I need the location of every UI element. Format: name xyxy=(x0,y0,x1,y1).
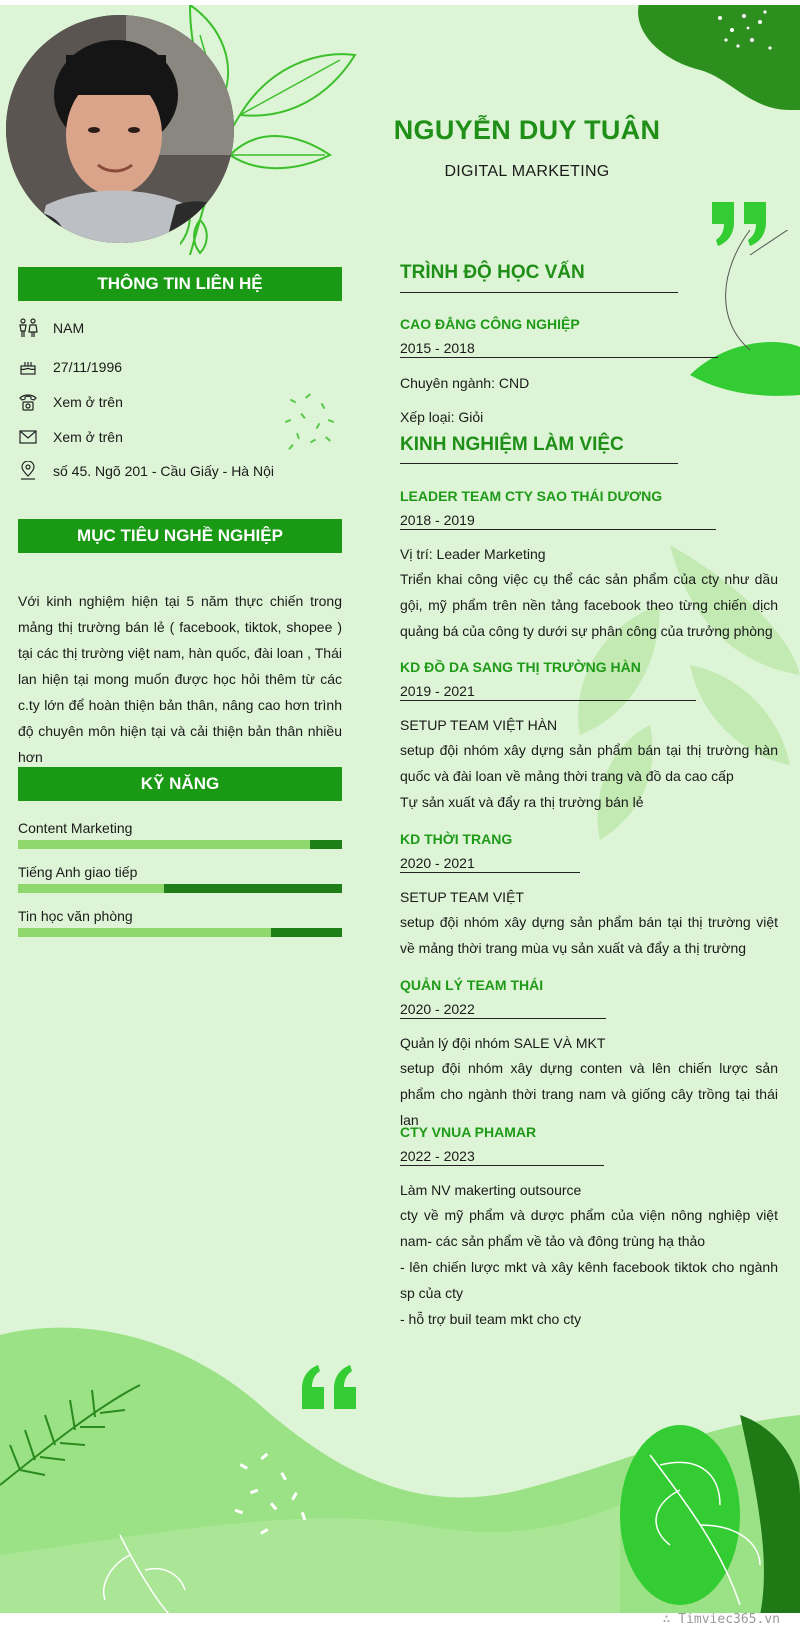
skill-level-fill xyxy=(18,840,310,849)
education-grade: Xếp loại: Giỏi xyxy=(400,409,484,425)
contact-birthday-value: 27/11/1996 xyxy=(53,359,123,375)
divider xyxy=(400,357,718,358)
job-description xyxy=(400,566,778,644)
job-description xyxy=(400,1202,778,1332)
resume-page xyxy=(0,5,800,1613)
education-period: 2015 - 2018 xyxy=(400,340,475,356)
job-company: CTY VNUA PHAMAR xyxy=(400,1124,537,1140)
contact-birthday xyxy=(18,356,122,378)
job-description-line: - hỗ trợ buil team mkt cho cty xyxy=(400,1311,582,1327)
divider xyxy=(400,529,716,530)
skills-section-title: KỸ NĂNG xyxy=(18,767,342,801)
skill-name: Content Marketing xyxy=(18,820,133,836)
job-company: KD ĐỒ DA SANG THỊ TRƯỜNG HÀN xyxy=(400,659,641,675)
top-right-blob-decoration xyxy=(620,5,800,115)
experience-section-title: KINH NGHIỆM LÀM VIỆC xyxy=(400,434,624,455)
job-position: Làm NV makerting outsource xyxy=(400,1182,582,1198)
divider xyxy=(400,292,678,293)
divider xyxy=(400,1018,606,1019)
job-description xyxy=(400,1055,778,1133)
fern-decoration xyxy=(0,1365,150,1495)
job-description-line: setup đội nhóm xây dựng sản phẩm bán tại thị trường việt về mảng thời trang mùa vụ sản xuất và đẩy a thị trường xyxy=(400,914,778,956)
contact-gender-value: NAM xyxy=(53,320,85,336)
job-description xyxy=(400,737,778,815)
job-position: SETUP TEAM VIỆT HÀN xyxy=(400,717,558,733)
divider xyxy=(400,700,696,701)
education-section-title: TRÌNH ĐỘ HỌC VẤN xyxy=(400,262,585,283)
contact-email xyxy=(18,426,123,448)
job-description xyxy=(400,909,778,961)
skill-name: Tiếng Anh giao tiếp xyxy=(18,864,138,880)
candidate-name: NGUYỄN DUY TUÂN xyxy=(393,115,661,145)
skill-name: Tin học văn phòng xyxy=(18,908,133,924)
divider xyxy=(400,872,580,873)
job-period: 2018 - 2019 xyxy=(400,512,475,528)
job-description-line: cty về mỹ phẩm và dược phẩm của viện nông nghiệp việt nam- các sản phẩm về tảo và đông trùng hạ thảo xyxy=(400,1207,778,1249)
job-company: QUẢN LÝ TEAM THÁI xyxy=(400,977,544,993)
objective-section-title: MỤC TIÊU NGHỀ NGHIỆP xyxy=(18,519,342,553)
contact-email-value: Xem ở trên xyxy=(53,429,123,445)
divider xyxy=(400,1165,604,1166)
skill-level-fill xyxy=(18,884,164,893)
email-icon xyxy=(18,427,38,447)
job-company: KD THỜI TRANG xyxy=(400,831,513,847)
skill-level-bar xyxy=(18,884,342,893)
school-name: CAO ĐẲNG CÔNG NGHIỆP xyxy=(400,316,580,332)
dots-decoration xyxy=(280,390,340,455)
contact-address xyxy=(18,460,274,482)
objective-text: Với kinh nghiệm hiện tại 5 năm thực chiến trong mảng thị trường bán lẻ ( facebook, tiktok, shopee ) tại các thị trường việt nam, hàn quốc, đài loan , Thái lan hiện tại mong muốn được học hỏi thêm từ các c.ty lớn để hoàn thiện bản thân, nâng cao hơn trình độ chuyên môn hiện tại và cải thiện bản thân nhiều hơn xyxy=(18,593,342,765)
job-description-line: Tự sản xuất và đẩy ra thị trường bán lẻ xyxy=(400,794,644,810)
job-period: 2022 - 2023 xyxy=(400,1148,475,1164)
job-description-line: setup đội nhóm xây dựng conten và lên chiến lược sản phẩm cho ngành thời trang nam và giống cây trồng tại thái lan xyxy=(400,1060,778,1128)
right-curve-line-decoration xyxy=(720,230,800,360)
contact-gender xyxy=(18,317,84,339)
contact-phone xyxy=(18,391,123,413)
skill-level-fill xyxy=(18,928,271,937)
divider xyxy=(400,463,678,464)
job-position: Quản lý đội nhóm SALE VÀ MKT xyxy=(400,1035,606,1051)
job-description-line: - lên chiến lược mkt và xây kênh facebook tiktok cho ngành sp của cty xyxy=(400,1259,778,1301)
quote-mark-bottom-icon xyxy=(300,1363,360,1411)
job-description-line: setup đội nhóm xây dựng sản phẩm bán tại thị trường hàn quốc và đài loan về mảng thời trang và đồ da cao cấp xyxy=(400,742,778,784)
avatar xyxy=(6,15,234,243)
contact-phone-value: Xem ở trên xyxy=(53,394,123,410)
job-company: LEADER TEAM CTY SAO THÁI DƯƠNG xyxy=(400,488,663,504)
phone-icon xyxy=(18,392,38,412)
job-title: DIGITAL MARKETING xyxy=(444,163,610,180)
gender-icon xyxy=(18,318,38,338)
watermark: ∴ Timviec365.vn xyxy=(662,1612,780,1627)
skill-level-bar xyxy=(18,840,342,849)
quote-mark-top-icon xyxy=(710,200,770,248)
job-period: 2020 - 2022 xyxy=(400,1001,475,1017)
job-period: 2019 - 2021 xyxy=(400,683,475,699)
job-description-line: Triển khai công việc cụ thể các sản phẩm của cty như dầu gội, mỹ phẩm trên nền tảng facebook theo từng chiến dịch quảng bá của công ty dưới sự phân công của trưởng phòng xyxy=(400,571,778,639)
job-position: Vị trí: Leader Marketing xyxy=(400,546,546,562)
job-position: SETUP TEAM VIỆT xyxy=(400,889,524,905)
contact-section-title: THÔNG TIN LIÊN HỆ xyxy=(18,267,342,301)
birthday-cake-icon xyxy=(18,357,38,377)
job-period: 2020 - 2021 xyxy=(400,855,475,871)
contact-address-value: số 45. Ngõ 201 - Cầu Giấy - Hà Nội xyxy=(53,463,274,479)
education-major: Chuyên ngành: CND xyxy=(400,375,530,391)
location-icon xyxy=(18,461,38,481)
skill-level-bar xyxy=(18,928,342,937)
